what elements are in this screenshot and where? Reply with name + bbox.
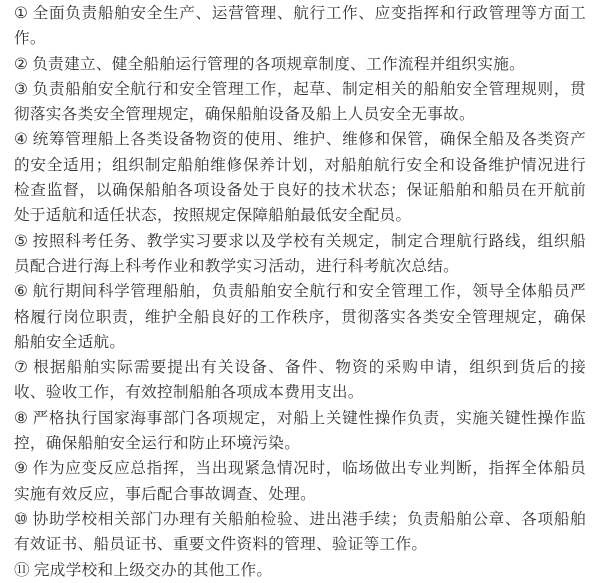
item-text: 全面负责船舶安全生产、运营管理、航行工作、应变指挥和行政管理等方面工作。 <box>14 4 586 48</box>
item-marker: ④ <box>14 130 29 149</box>
list-item <box>14 127 586 228</box>
item-text: 严格执行国家海事部门各项规定，对船上关键性操作负责，实施关键性操作监控，确保船舶安全运行和防止环境污染。 <box>14 408 586 453</box>
item-marker: ⑪ <box>14 560 30 579</box>
item-marker: ③ <box>14 79 29 98</box>
item-text: 作为应变反应总指挥，当出现紧急情况时，临场做出专业判断，指挥全体船员实施有效反应，事后配合事故调查、处理。 <box>14 459 586 503</box>
item-text: 按照科考任务、教学实习要求以及学校有关规定，制定合理航行路线，组织船员配合进行海上科考作业和教学实习活动，进行科考航次总结。 <box>14 231 586 275</box>
item-text: 统筹管理船上各类设备物资的使用、维护、维修和保管，确保全船及各类资产的安全适用；组织制定船舶维修保养计划，对船舶航行安全和设备维护情况进行检查监督，以确保船舶各项设备处于良好的技术状态；保证船舶和船员在开航前处于适航和适任状态，按照规定保障船舶最低安全配员。 <box>14 130 586 225</box>
list-item <box>14 507 586 558</box>
item-marker: ② <box>14 54 29 73</box>
item-text: 协助学校相关部门办理有关船舶检验、进出港手续；负责船舶公章、各项船舶有效证书、船员证书、重要文件资料的管理、验证等工作。 <box>14 509 586 554</box>
list-item <box>14 355 586 406</box>
item-marker: ⑨ <box>14 459 29 478</box>
item-text: 航行期间科学管理船舶，负责船舶安全航行和安全管理工作，领导全体船员严格履行岗位职责，维护全船良好的工作秩序，贯彻落实各类安全管理规定，确保船舶安全适航。 <box>14 282 586 351</box>
item-marker: ① <box>14 4 29 22</box>
item-text: 根据船舶实际需要提出有关设备、备件、物资的采购申请，组织到货后的接收、验收工作，有效控制船舶各项成本费用支出。 <box>14 358 586 402</box>
list-item <box>14 558 586 583</box>
item-marker: ⑤ <box>14 231 29 250</box>
list-item <box>14 456 586 507</box>
item-marker: ⑦ <box>14 358 30 377</box>
item-text: 负责建立、健全船舶运行管理的各项规章制度、工作流程并组织实施。 <box>32 54 525 73</box>
list-item <box>14 279 586 355</box>
list-item <box>14 1 586 52</box>
list-item <box>14 229 586 280</box>
item-text: 完成学校和上级交办的其他工作。 <box>33 560 273 579</box>
item-marker: ⑧ <box>14 408 29 427</box>
list-item <box>14 406 586 457</box>
list-item <box>14 77 586 128</box>
item-marker: ⑩ <box>14 509 29 528</box>
item-text: 负责船舶安全航行和安全管理工作，起草、制定相关的船舶安全管理规则，贯彻落实各类安全管理规定，确保船舶设备及船上人员安全无事故。 <box>14 79 586 124</box>
item-marker: ⑥ <box>14 282 29 301</box>
list-item <box>14 52 586 77</box>
